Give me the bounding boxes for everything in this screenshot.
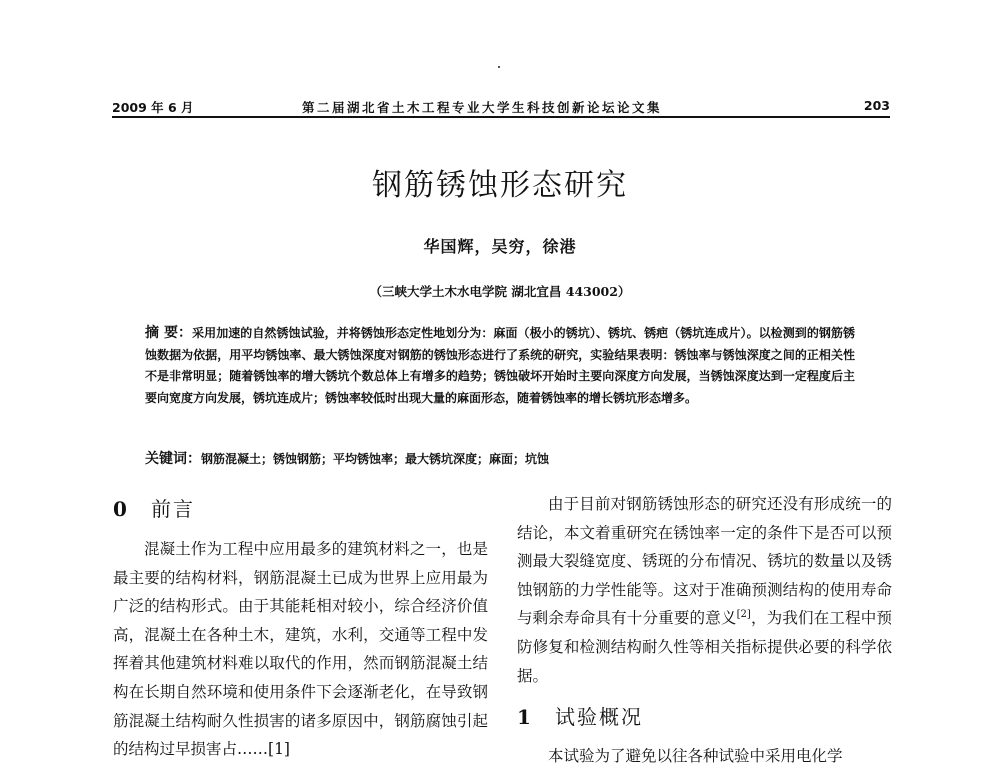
citation-ref: [2] [736,609,751,621]
right-column [517,490,892,771]
intro-paragraph-continuation: ……[1] [237,740,290,759]
section-number: 0 [113,497,127,521]
running-header [112,98,890,118]
intro-paragraph-text: 混凝土作为工程中应用最多的建筑材料之一，也是最主要的结构材料，钢筋混凝土已成为世界上应用最为广泛的结构形式。由于其能耗相对较小，综合经济价值高，混凝土在各种土木，建筑，水利，交通等工程中发挥着其他建筑材料难以取代的作用，然而钢筋混凝土结构在长期自然环境和使用条件下会逐渐老化，在导致钢筋混凝土结构耐久性损害的诸多原因中，钢筋腐蚀引起的结构过早损害占 [113,540,488,759]
abstract-text: 采用加速的自然锈蚀试验，并将锈蚀形态定性地划分为：麻面（极小的锈坑）、锈坑、锈疤（锈坑连成片）。以检测到的钢筋锈蚀数据为依据，用平均锈蚀率、最大锈蚀深度对钢筋的锈蚀形态进行了系统的研究，实验结果表明：锈蚀率与锈蚀深度之间的正相关性不是非常明显；随着锈蚀率的增大锈坑个数总体上有增多的趋势；锈蚀破坏开始时主要向深度方向发展，当锈蚀深度达到一定程度后主要向宽度方向发展，锈坑连成片；锈蚀率较低时出现大量的麻面形态，随着锈蚀率的增长锈坑形态增多。 [145,326,855,405]
section-heading-experiment [517,698,892,736]
section-title: 试验概况 [555,705,643,730]
header-date: 2009 年 6 月 [112,100,194,115]
intro-paragraph-2-tail: ，为我们在工程中预防修复和检测结构耐久性等相关指标提供必要的科学依据。 [517,609,892,685]
abstract [145,323,855,409]
keywords-label: 关键词： [145,451,201,467]
experiment-paragraph: 本试验为了避免以往各种试验中采用电化学 [548,747,843,766]
author-list: 华国辉，吴穷，徐港 [423,237,577,256]
intro-paragraph-2 [517,490,892,690]
left-column [113,490,488,764]
keywords [145,448,855,468]
header-page-number: 203 [863,98,890,113]
keywords-text: 钢筋混凝土；锈蚀钢筋；平均锈蚀率；最大锈坑深度；麻面；坑蚀 [201,452,550,466]
speck-mark [498,66,500,68]
header-proceedings-title: 第二届湖北省土木工程专业大学生科技创新论坛论文集 [302,100,663,115]
abstract-label: 摘 要： [145,325,193,341]
intro-paragraph-2-text: 由于目前对钢筋锈蚀形态的研究还没有形成统一的结论，本文着重研究在锈蚀率一定的条件下是否可以预测最大裂缝宽度、锈斑的分布情况、锈坑的数量以及锈蚀钢筋的力学性能等。这对于准确预测结构的使用寿命与剩余寿命具有十分重要的意义 [517,495,892,628]
section-heading-intro [113,490,488,528]
section-title: 前言 [151,497,195,521]
paper-title: 钢筋锈蚀形态研究 [372,168,628,203]
affiliation: （三峡大学土木水电学院 湖北宜昌 443002） [369,284,631,299]
section-number: 1 [517,705,531,730]
intro-paragraph [113,535,488,764]
